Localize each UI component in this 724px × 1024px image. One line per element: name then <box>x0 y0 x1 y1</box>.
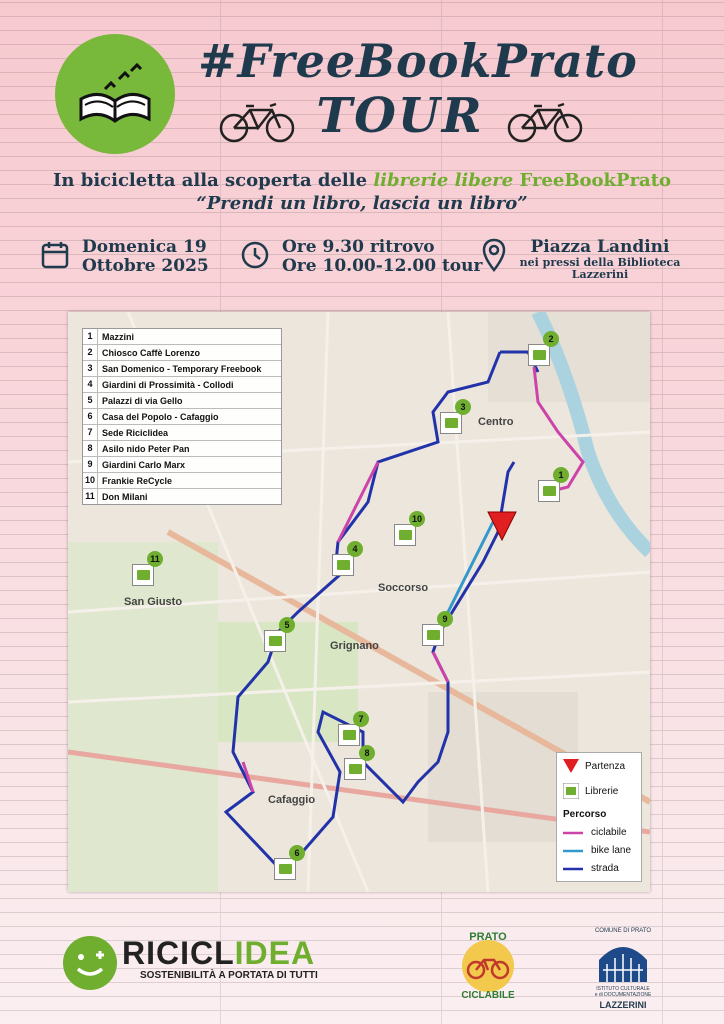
stop-row <box>83 441 281 457</box>
prato-ciclabile-logo <box>452 928 524 1000</box>
stop-marker-number: 9 <box>437 611 453 627</box>
book-marker-icon <box>563 783 579 799</box>
lazzerini-subtitle <box>590 986 656 998</box>
comune-label: COMUNE DI PRATO <box>594 928 652 934</box>
stop-marker[interactable] <box>332 544 358 576</box>
book-marker-icon <box>445 418 458 428</box>
stop-number: 11 <box>83 489 98 504</box>
map-legend <box>556 752 642 882</box>
stop-marker[interactable] <box>338 714 364 746</box>
freebookprato-logo <box>55 34 175 154</box>
stop-list <box>82 328 282 505</box>
stop-number: 5 <box>83 393 98 408</box>
stop-row <box>83 377 281 393</box>
stop-row <box>83 409 281 425</box>
calendar-icon <box>40 240 70 270</box>
stop-marker[interactable] <box>264 620 290 652</box>
stop-name: Mazzini <box>102 331 135 342</box>
stop-marker[interactable] <box>132 554 160 586</box>
label-centro: Centro <box>478 416 514 428</box>
riciclidea-part1: RICICL <box>122 935 235 971</box>
stop-name: Palazzi di via Gello <box>102 395 183 406</box>
cycle-line-icon <box>563 830 585 836</box>
stop-marker-number: 4 <box>347 541 363 557</box>
legend-ciclabile: ciclabile <box>591 827 627 838</box>
label-san-giusto: San Giusto <box>124 596 183 608</box>
stop-name: Giardini di Prossimità - Collodi <box>102 379 234 390</box>
stop-marker[interactable] <box>528 334 554 366</box>
stop-name: Casa del Popolo - Cafaggio <box>102 411 219 422</box>
stop-marker-number: 11 <box>147 551 163 567</box>
stop-marker-number: 2 <box>543 331 559 347</box>
subtitle-prefix: In bicicletta alla scoperta delle <box>52 170 374 191</box>
legend-bike-lane: bike lane <box>591 845 632 856</box>
stop-row <box>83 473 281 489</box>
stop-row <box>83 489 281 504</box>
date-line2: Ottobre 2025 <box>82 256 209 276</box>
book-marker-icon <box>337 560 350 570</box>
stop-row <box>83 329 281 345</box>
clock-icon <box>240 240 270 270</box>
riciclidea-tagline: SOSTENIBILITÀ A PORTATA DI TUTTI <box>140 970 318 981</box>
stop-number: 10 <box>83 473 98 488</box>
legend-strada: strada <box>591 863 619 874</box>
road-line-icon <box>563 866 585 872</box>
stop-row <box>83 361 281 377</box>
bikelane-line-icon <box>563 848 585 854</box>
stop-number: 1 <box>83 329 98 344</box>
lazzerini-sub1: ISTITUTO CULTURALE <box>596 986 650 992</box>
subtitle <box>0 170 724 191</box>
stop-marker[interactable] <box>274 848 300 880</box>
stop-marker-number: 8 <box>359 745 375 761</box>
label-grignano: Grignano <box>330 640 379 652</box>
stop-name: Sede Riciclidea <box>102 427 169 438</box>
stop-name: San Domenico - Temporary Freebook <box>102 363 262 374</box>
stop-number: 8 <box>83 441 98 456</box>
lazzerini-label: LAZZERINI <box>599 1000 647 1010</box>
riciclidea-wordmark <box>122 935 315 972</box>
location-pin-icon <box>482 238 506 272</box>
stop-name: Asilo nido Peter Pan <box>102 443 190 454</box>
book-marker-icon <box>349 764 362 774</box>
stop-name: Giardini Carlo Marx <box>102 459 186 470</box>
book-marker-icon <box>343 730 356 740</box>
stop-row <box>83 345 281 361</box>
stop-marker[interactable] <box>440 402 466 434</box>
partenza-icon <box>563 759 579 773</box>
stop-name: Frankie ReCycle <box>102 475 173 486</box>
stop-marker-number: 1 <box>553 467 569 483</box>
book-marker-icon <box>279 864 292 874</box>
place-sub1: nei pressi della Biblioteca <box>519 256 681 269</box>
stop-marker-number: 6 <box>289 845 305 861</box>
stop-number: 7 <box>83 425 98 440</box>
stop-marker[interactable] <box>422 614 448 646</box>
stop-number: 6 <box>83 409 98 424</box>
stop-marker-number: 7 <box>353 711 369 727</box>
event-time <box>282 238 482 276</box>
open-book-icon <box>75 59 155 129</box>
time-line1: Ore 9.30 ritrovo <box>282 237 435 257</box>
subtitle-highlight: librerie libere <box>373 170 514 191</box>
stop-marker-number: 3 <box>455 399 471 415</box>
place-name: Piazza Landini <box>530 237 670 257</box>
date-line1: Domenica 19 <box>82 237 207 257</box>
riciclidea-part2: IDEA <box>234 935 316 971</box>
bicycle-icon-right <box>506 100 584 144</box>
title-tour: TOUR <box>316 88 484 144</box>
book-marker-icon <box>427 630 440 640</box>
event-date <box>82 238 209 276</box>
book-marker-icon <box>533 350 546 360</box>
book-marker-icon <box>543 486 556 496</box>
lazzerini-building-icon <box>597 938 649 984</box>
stop-number: 4 <box>83 377 98 392</box>
stop-marker-number: 5 <box>279 617 295 633</box>
subtitle-brand: FreeBookPrato <box>513 170 672 191</box>
time-line2: Ore 10.00-12.00 tour <box>282 256 483 276</box>
stop-row <box>83 457 281 473</box>
stop-number: 3 <box>83 361 98 376</box>
legend-librerie: Librerie <box>585 785 619 797</box>
label-cafaggio: Cafaggio <box>268 794 316 806</box>
stop-number: 9 <box>83 457 98 472</box>
book-marker-icon <box>399 530 412 540</box>
legend-partenza: Partenza <box>585 760 626 772</box>
prato-ciclabile-text2: CICLABILE <box>461 990 515 1000</box>
stop-marker-number: 10 <box>409 511 425 527</box>
stop-row <box>83 425 281 441</box>
book-marker-icon <box>269 636 282 646</box>
lazzerini-sub2: e di DOCUMENTAZIONE <box>594 992 652 998</box>
legend-percorso: Percorso <box>563 809 607 820</box>
stop-marker[interactable] <box>344 748 370 780</box>
prato-ciclabile-text1: PRATO <box>469 931 507 943</box>
stop-name: Don Milani <box>102 491 148 502</box>
stop-marker[interactable] <box>538 470 564 502</box>
book-marker-icon <box>137 570 150 580</box>
riciclidea-logo-icon <box>62 935 118 991</box>
place-sub2: Lazzerini <box>571 268 629 281</box>
label-soccorso: Soccorso <box>378 582 429 594</box>
slogan: “Prendi un libro, lascia un libro” <box>196 193 528 214</box>
title-hashtag: #FreeBookPrato <box>198 34 638 88</box>
stop-name: Chiosco Caffè Lorenzo <box>102 347 201 358</box>
bicycle-icon-left <box>218 100 296 144</box>
event-place <box>510 238 690 281</box>
stop-row <box>83 393 281 409</box>
stop-marker[interactable] <box>394 514 422 546</box>
stop-number: 2 <box>83 345 98 360</box>
